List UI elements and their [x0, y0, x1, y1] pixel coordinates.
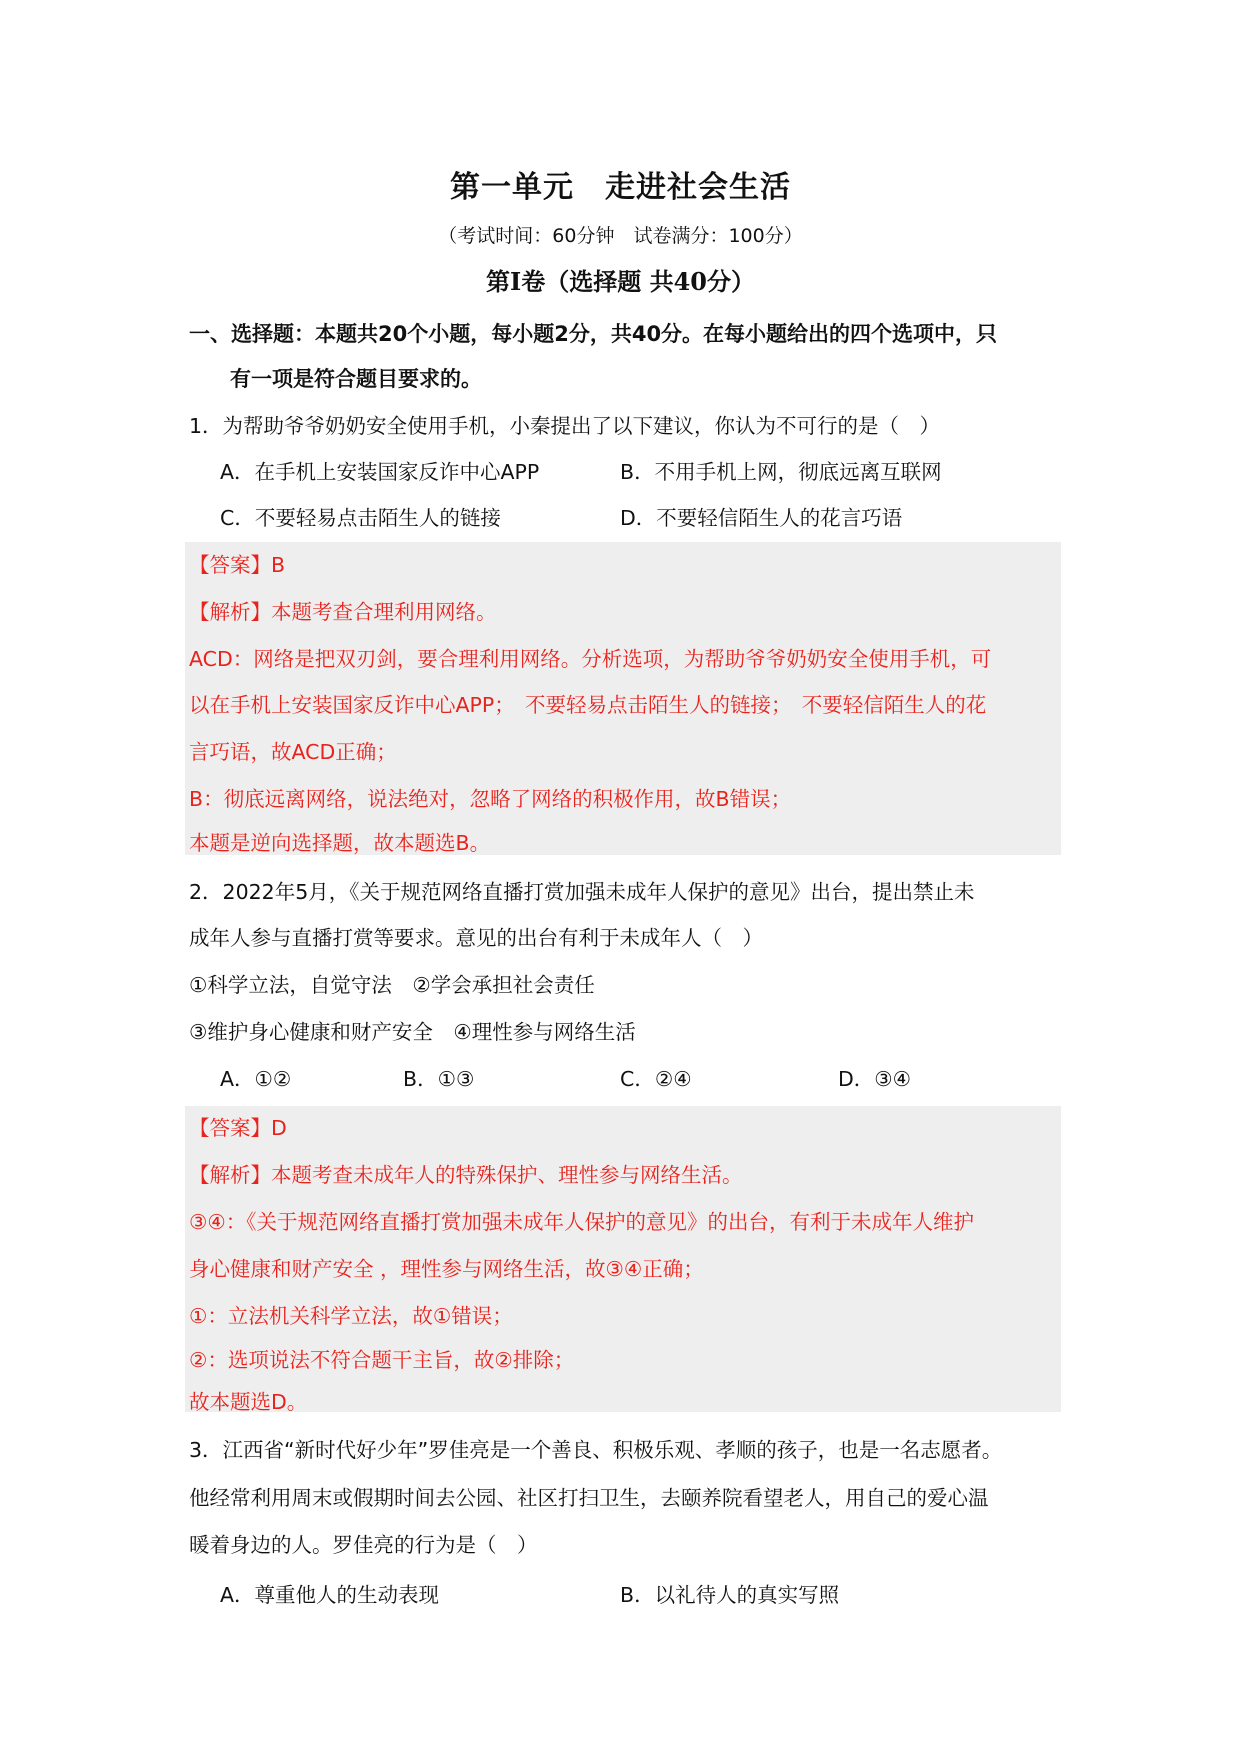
volume-heading: 第Ⅰ卷（选择题 共40分） [486, 267, 755, 296]
question-2-option-d: D．③④ [838, 1067, 912, 1091]
question-2-analysis-line: 故本题选D。 [189, 1390, 308, 1414]
question-2-answer: 【答案】D [189, 1116, 287, 1140]
question-2-statements-line2: ③维护身心健康和财产安全 ④理性参与网络生活 [189, 1020, 636, 1044]
question-1-stem: 1．为帮助爷爷奶奶安全使用手机，小秦提出了以下建议，你认为不可行的是（ ） [189, 414, 941, 438]
section-heading-line1: 一、选择题：本题共20个小题，每小题2分，共40分。在每小题给出的四个选项中，只 [189, 322, 998, 346]
question-1-option-a: A．在手机上安装国家反诈中心APP [220, 460, 540, 484]
question-1-answer: 【答案】B [189, 553, 286, 577]
question-3-option-a: A．尊重他人的生动表现 [220, 1583, 440, 1607]
question-2-option-a: A．①② [220, 1067, 292, 1091]
question-1-analysis-line: 言巧语，故ACD正确； [189, 740, 397, 764]
question-2-analysis-line: ②：选项说法不符合题干主旨，故②排除； [189, 1348, 575, 1372]
question-3-stem-line1: 3．江西省“新时代好少年”罗佳亮是一个善良、积极乐观、孝顺的孩子，也是一名志愿者。 [189, 1438, 1003, 1462]
question-1-answer-box [185, 542, 1061, 855]
question-1-analysis-line: ACD：网络是把双刃剑，要合理利用网络。分析选项，为帮助爷爷奶奶安全使用手机，可 [189, 647, 992, 671]
question-2-analysis-line: ③④：《关于规范网络直播打赏加强未成年人保护的意见》的出台，有利于未成年人维护 [189, 1210, 975, 1234]
question-1-option-b: B．不用手机上网，彻底远离互联网 [620, 460, 942, 484]
question-2-stem-line2: 成年人参与直播打赏等要求。意见的出台有利于未成年人（ ） [189, 926, 763, 950]
question-1-analysis-line: 以在手机上安装国家反诈中心APP； 不要轻易点击陌生人的链接； 不要轻信陌生人的花 [189, 693, 987, 717]
page-title: 第一单元 走进社会生活 [450, 170, 791, 205]
exam-info: （考试时间：60分钟 试卷满分：100分） [438, 225, 803, 247]
question-3-option-b: B．以礼待人的真实写照 [620, 1583, 840, 1607]
question-2-analysis-line: 身心健康和财产安全 ，理性参与网络生活，故③④正确； [189, 1257, 704, 1281]
question-2-analysis-line: ①：立法机关科学立法，故①错误； [189, 1304, 513, 1328]
question-1-analysis-line: 【解析】本题考查合理利用网络。 [189, 600, 497, 624]
question-2-option-b: B．①③ [403, 1067, 475, 1091]
question-2-stem-line1: 2．2022年5月，《关于规范网络直播打赏加强未成年人保护的意见》出台，提出禁止未 [189, 880, 975, 904]
question-1-option-c: C．不要轻易点击陌生人的链接 [220, 506, 501, 530]
question-1-option-d: D．不要轻信陌生人的花言巧语 [620, 506, 903, 530]
question-2-analysis-line: 【解析】本题考查未成年人的特殊保护、理性参与网络生活。 [189, 1163, 743, 1187]
question-1-analysis-line: 本题是逆向选择题，故本题选B。 [189, 831, 491, 855]
question-2-answer-box [185, 1106, 1061, 1412]
question-2-statements-line1: ①科学立法，自觉守法 ②学会承担社会责任 [189, 973, 595, 997]
question-1-analysis-line: B：彻底远离网络，说法绝对，忽略了网络的积极作用，故B错误； [189, 787, 792, 811]
question-2-option-c: C．②④ [620, 1067, 692, 1091]
question-3-stem-line3: 暖着身边的人。罗佳亮的行为是（ ） [189, 1533, 538, 1557]
question-3-stem-line2: 他经常利用周末或假期时间去公园、社区打扫卫生，去颐养院看望老人，用自己的爱心温 [189, 1486, 989, 1510]
section-heading-line2: 有一项是符合题目要求的。 [230, 367, 482, 391]
